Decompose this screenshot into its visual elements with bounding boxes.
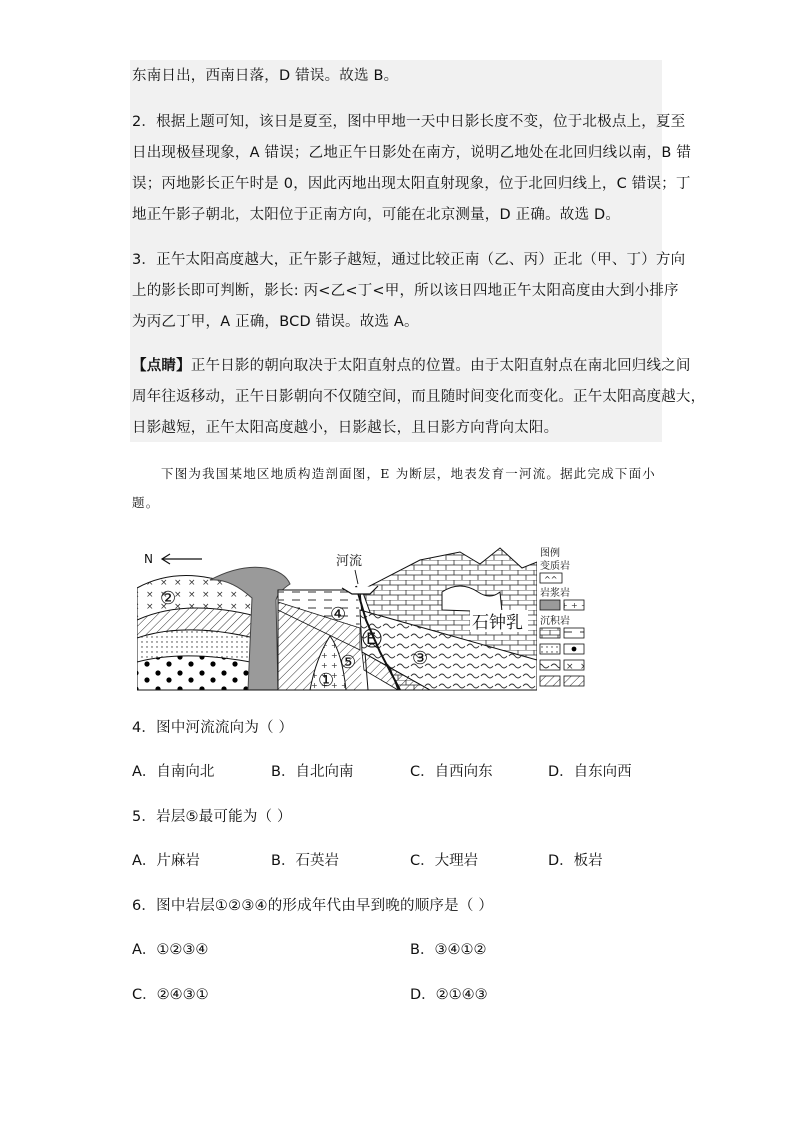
tip-line: 日影越短，正午太阳高度越小，日影越长，且日影方向背向太阳。 bbox=[132, 420, 559, 436]
stalactite-label: 石钟乳 bbox=[472, 613, 523, 633]
layer-label-1: ① bbox=[318, 670, 335, 691]
legend-title: 图例 bbox=[540, 548, 560, 559]
question-6-option-c[interactable]: C．②④③① bbox=[132, 987, 209, 1003]
intro-line: 题。 bbox=[132, 495, 160, 510]
legend-magma-swatch bbox=[540, 600, 560, 610]
question-4-option-c[interactable]: C．自西向东 bbox=[410, 764, 493, 780]
question-5-option-d[interactable]: D．板岩 bbox=[548, 853, 603, 869]
answer-line: 东南日出，西南日落，D 错误。故选 B。 bbox=[132, 68, 399, 84]
legend-granite-swatch bbox=[564, 600, 584, 610]
fault-label-e: E bbox=[366, 629, 377, 648]
river-label: 河流 bbox=[336, 554, 363, 569]
geology-cross-section-figure bbox=[130, 540, 600, 700]
layer-label-4: ④ bbox=[330, 604, 347, 625]
question-6-option-d[interactable]: D．②①④③ bbox=[410, 987, 488, 1003]
question-6-option-a[interactable]: A．①②③④ bbox=[132, 942, 209, 958]
question-6-option-b[interactable]: B．③④①② bbox=[410, 942, 487, 958]
legend-conglomerate-dot bbox=[572, 647, 577, 652]
legend-sedimentary-label: 沉积岩 bbox=[540, 616, 570, 627]
tip-line bbox=[132, 357, 691, 375]
legend-limestone-swatch bbox=[540, 628, 560, 638]
question-5-stem: 5．岩层⑤最可能为（ ） bbox=[132, 809, 292, 825]
legend bbox=[540, 546, 584, 686]
legend-metamorphic-label: 变质岩 bbox=[540, 561, 570, 572]
question-5-option-c[interactable]: C．大理岩 bbox=[410, 853, 479, 869]
legend-hatch2-swatch bbox=[564, 676, 584, 686]
question-4-stem: 4．图中河流流向为（ ） bbox=[132, 720, 294, 736]
layer-label-2: ② bbox=[160, 588, 177, 609]
legend-dash-swatch bbox=[564, 628, 584, 638]
north-label: N bbox=[144, 552, 153, 566]
q2-explanation-line: 2．根据上题可知，该日是夏至，图中甲地一天中日影长度不变，位于北极点上，夏至 bbox=[132, 114, 686, 130]
legend-metamorphic-glyph: ^^ bbox=[544, 575, 558, 584]
legend-igneous-label: 岩浆岩 bbox=[540, 588, 570, 599]
legend-hatch-swatch bbox=[540, 676, 560, 686]
layer-label-5: ⑤ bbox=[340, 652, 357, 673]
layer-label-3: ③ bbox=[412, 648, 429, 669]
question-5-option-a[interactable]: A．片麻岩 bbox=[132, 853, 200, 869]
tip-line: 周年往返移动，正午日影朝向不仅随空间，而且随时间变化而变化。正午太阳高度越大， bbox=[132, 389, 706, 405]
question-5-option-b[interactable]: B．石英岩 bbox=[271, 853, 339, 869]
q3-explanation-line: 为丙乙丁甲，A 正确，BCD 错误。故选 A。 bbox=[132, 314, 419, 330]
legend-sandstone-swatch bbox=[540, 644, 560, 654]
q3-explanation-line: 上的影长即可判断，影长: 丙<乙<丁<甲，所以该日四地正午太阳高度由大到小排序 bbox=[132, 283, 679, 299]
question-4-option-d[interactable]: D．自东向西 bbox=[548, 764, 632, 780]
tip-text: 正午日影的朝向取决于太阳直射点的位置。由于太阳直射点在南北回归线之间 bbox=[190, 358, 691, 374]
legend-x-swatch bbox=[564, 660, 584, 670]
question-4-option-b[interactable]: B．自北向南 bbox=[271, 764, 354, 780]
legend-wave-swatch bbox=[540, 660, 560, 670]
q2-explanation-line: 日出现极昼现象，A 错误；乙地正午日影处在南方，说明乙地处在北回归线以南，B 错 bbox=[132, 145, 692, 161]
intro-line: 下图为我国某地区地质构造剖面图，E 为断层，地表发育一河流。据此完成下面小 bbox=[161, 466, 656, 481]
question-6-stem: 6．图中岩层①②③④的形成年代由早到晚的顺序是（ ） bbox=[132, 898, 494, 914]
tip-label: 【点睛】 bbox=[132, 358, 191, 374]
q2-explanation-line: 误；丙地影长正午时是 0，因此丙地出现太阳直射现象，位于北回归线上，C 错误；丁 bbox=[132, 176, 691, 192]
river-pointer bbox=[355, 570, 358, 584]
q2-explanation-line: 地正午影子朝北，太阳位于正南方向，可能在北京测量，D 正确。故选 D。 bbox=[132, 207, 621, 223]
q3-explanation-line: 3．正午太阳高度越大，正午影子越短，通过比较正南（乙、丙）正北（甲、丁）方向 bbox=[132, 252, 686, 268]
question-4-option-a[interactable]: A．自南向北 bbox=[132, 764, 215, 780]
